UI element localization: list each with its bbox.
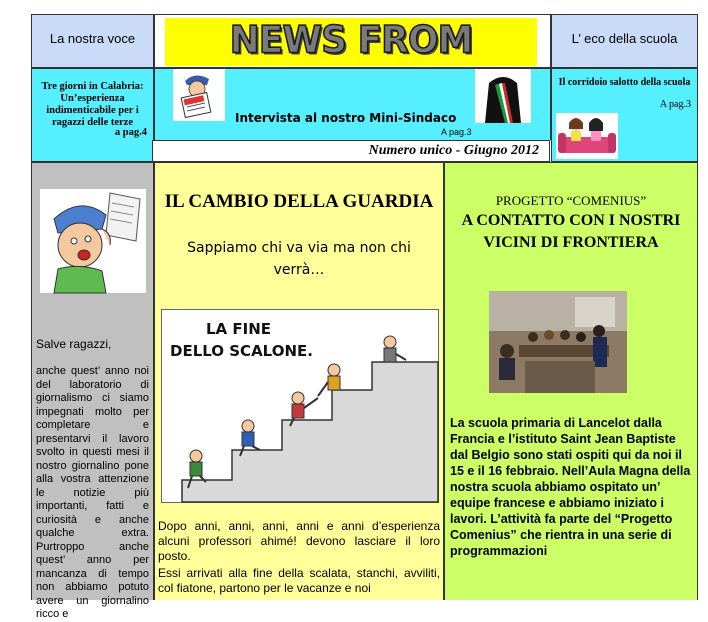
teaser-right-text: Il corridoio salotto della scuola	[558, 77, 691, 88]
article-subtitle: Sappiamo chi va via ma non chi verrà…	[187, 240, 411, 278]
staircase-cartoon	[161, 309, 439, 503]
teaser-center-page: A pag.3	[441, 127, 472, 137]
teaser-center-text: Intervista al nostro Mini-Sindaco	[235, 111, 457, 125]
teaser-right-page: A pag.3	[659, 99, 691, 110]
comenius-body: La scuola primaria di Lancelot dalla Francia e l’istituto Saint Jean Baptiste dal Belgio sono stati ospiti qui da noi il 15 e il 16 febbraio. Nell’Aula Magna della nostra scuola abbiamo ospitato un’ equipe francese e abbiamo iniziato i lavori. L’attività fa parte del “Progetto Comenius” che rientra in una serie di programmazioni	[450, 416, 691, 558]
issue-date: Numero unico - Giugno 2012	[368, 143, 539, 158]
masthead-banner	[165, 18, 537, 66]
newspaper-boy-icon	[173, 69, 225, 121]
teaser-right	[551, 68, 698, 162]
staircase-drawing	[162, 310, 438, 502]
header-masthead-cell	[154, 14, 551, 68]
issue-line	[152, 140, 550, 162]
mayor-sash-icon	[475, 69, 531, 123]
article-headline: IL CAMBIO DELLA GUARDIA	[164, 191, 434, 212]
girls-sofa-icon	[556, 113, 618, 159]
teaser-left-text: Tre giorni in Calabria: Un’esperienza indimenticabile per i ragazzi delle terze	[41, 81, 144, 128]
header-right-cell	[551, 14, 698, 68]
header-left-label: La nostra voce	[49, 31, 136, 46]
editorial-body: anche quest’ anno noi del laboratorio di giornalismo ci siamo impegnati molto per completare e presentarvi il lavoro svolto in questi mesi il nostro giornalino pone alla vostra attenzione le notizie più importanti, fatti e curiosità e anche qualche extra. Purtroppo anche quest’ anno per mancanza di tempo non abbiamo potuto avere un giornalino ricco e	[36, 365, 149, 620]
cartoon-caption-1: LA FINE	[206, 320, 272, 338]
editorial-greeting: Salve ragazzi,	[36, 337, 112, 351]
article-comenius	[444, 162, 698, 600]
cartoon-caption-2: DELLO SCALONE.	[170, 342, 313, 360]
teaser-center	[154, 68, 551, 140]
article-cambio-guardia	[154, 162, 444, 600]
header-right-label: L’ eco della scuola	[571, 31, 678, 46]
meeting-photo	[489, 291, 627, 393]
meeting-photo-drawing	[489, 291, 627, 393]
article-paragraph-2: Essi arrivati alla fine della scalata, stanchi, avviliti, col fiatone, partono per le vacanze e noi	[158, 566, 440, 595]
article-paragraph-1: Dopo anni, anni, anni, anni e anni d’esperienza alcuni professori ahimé! devono lasciare il loro posto.	[158, 519, 440, 563]
cartoon-figure-5	[384, 336, 406, 362]
newspaper-reader-icon	[40, 189, 146, 293]
teaser-left-page: a pag.4	[114, 127, 147, 138]
editorial-column	[31, 162, 154, 620]
masthead-title: NEWS FROM	[229, 18, 473, 62]
article-body	[158, 519, 440, 598]
header-left-cell	[31, 14, 154, 68]
comenius-headline: A CONTATTO CON I NOSTRI VICINI DI FRONTIERA	[461, 212, 681, 251]
teaser-left	[31, 68, 154, 162]
project-label: PROGETTO “COMENIUS”	[495, 193, 647, 208]
